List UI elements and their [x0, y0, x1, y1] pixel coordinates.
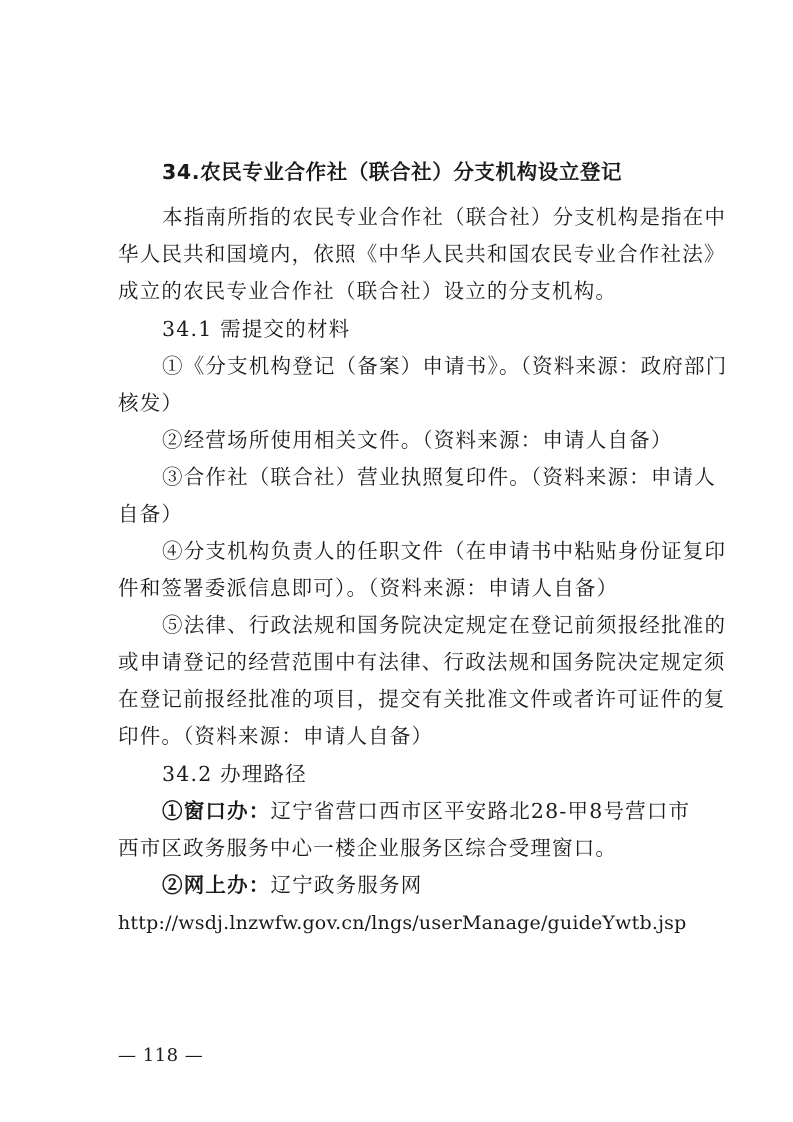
- intro-line-3: 成立的农民专业合作社（联合社）设立的分支机构。: [118, 279, 618, 303]
- material-item-5-line-1: ⑤法律、行政法规和国务院决定规定在登记前须报经批准的: [162, 613, 727, 637]
- route-title: 34.2 办理路径: [162, 762, 307, 786]
- material-item-3-line-1: ③合作社（联合社）营业执照复印件。（资料来源：申请人: [162, 465, 716, 489]
- material-item-5-line-3: 在登记前报经批准的项目，提交有关批准文件或者许可证件的复: [118, 687, 726, 711]
- route-window-label: ①窗口办：: [162, 799, 271, 823]
- material-item-4-line-1: ④分支机构负责人的任职文件（在申请书中粘贴身份证复印: [162, 539, 727, 563]
- material-item-5-line-4: 印件。（资料来源：申请人自备）: [118, 724, 434, 748]
- material-item-3-line-2: 自备）: [118, 502, 184, 526]
- material-item-5-line-2: 或申请登记的经营范围中有法律、行政法规和国务院决定规定须: [118, 650, 726, 674]
- page-number: — 118 —: [118, 1045, 204, 1066]
- material-item-1-line-2: 核发）: [118, 391, 184, 415]
- route-online-line: [162, 871, 422, 899]
- route-window-text-1: 辽宁省营口西市区平安路北28-甲8号营口市: [270, 799, 691, 823]
- route-window-line-1: [162, 797, 690, 825]
- section-heading: 34.农民专业合作社（联合社）分支机构设立登记: [162, 160, 623, 184]
- material-item-4-line-2: 件和签署委派信息即可）。（资料来源：申请人自备）: [118, 576, 619, 600]
- route-url: http://wsdj.lnzwfw.gov.cn/lngs/userManage/guideYwtb.jsp: [118, 912, 687, 934]
- material-item-2: ②经营场所使用相关文件。（资料来源：申请人自备）: [162, 428, 673, 452]
- route-window-line-2: 西市区政务服务中心一楼企业服务区综合受理窗口。: [118, 836, 618, 860]
- intro-line-1: 本指南所指的农民专业合作社（联合社）分支机构是指在中: [162, 205, 727, 229]
- material-item-1-line-1: ①《分支机构登记（备案）申请书》。（资料来源：政府部门: [162, 354, 728, 378]
- route-online-text: 辽宁政务服务网: [270, 873, 423, 897]
- materials-title: 34.1 需提交的材料: [162, 317, 351, 341]
- route-online-label: ②网上办：: [162, 873, 271, 897]
- intro-line-2: 华人民共和国境内，依照《中华人民共和国农民专业合作社法》: [118, 242, 726, 266]
